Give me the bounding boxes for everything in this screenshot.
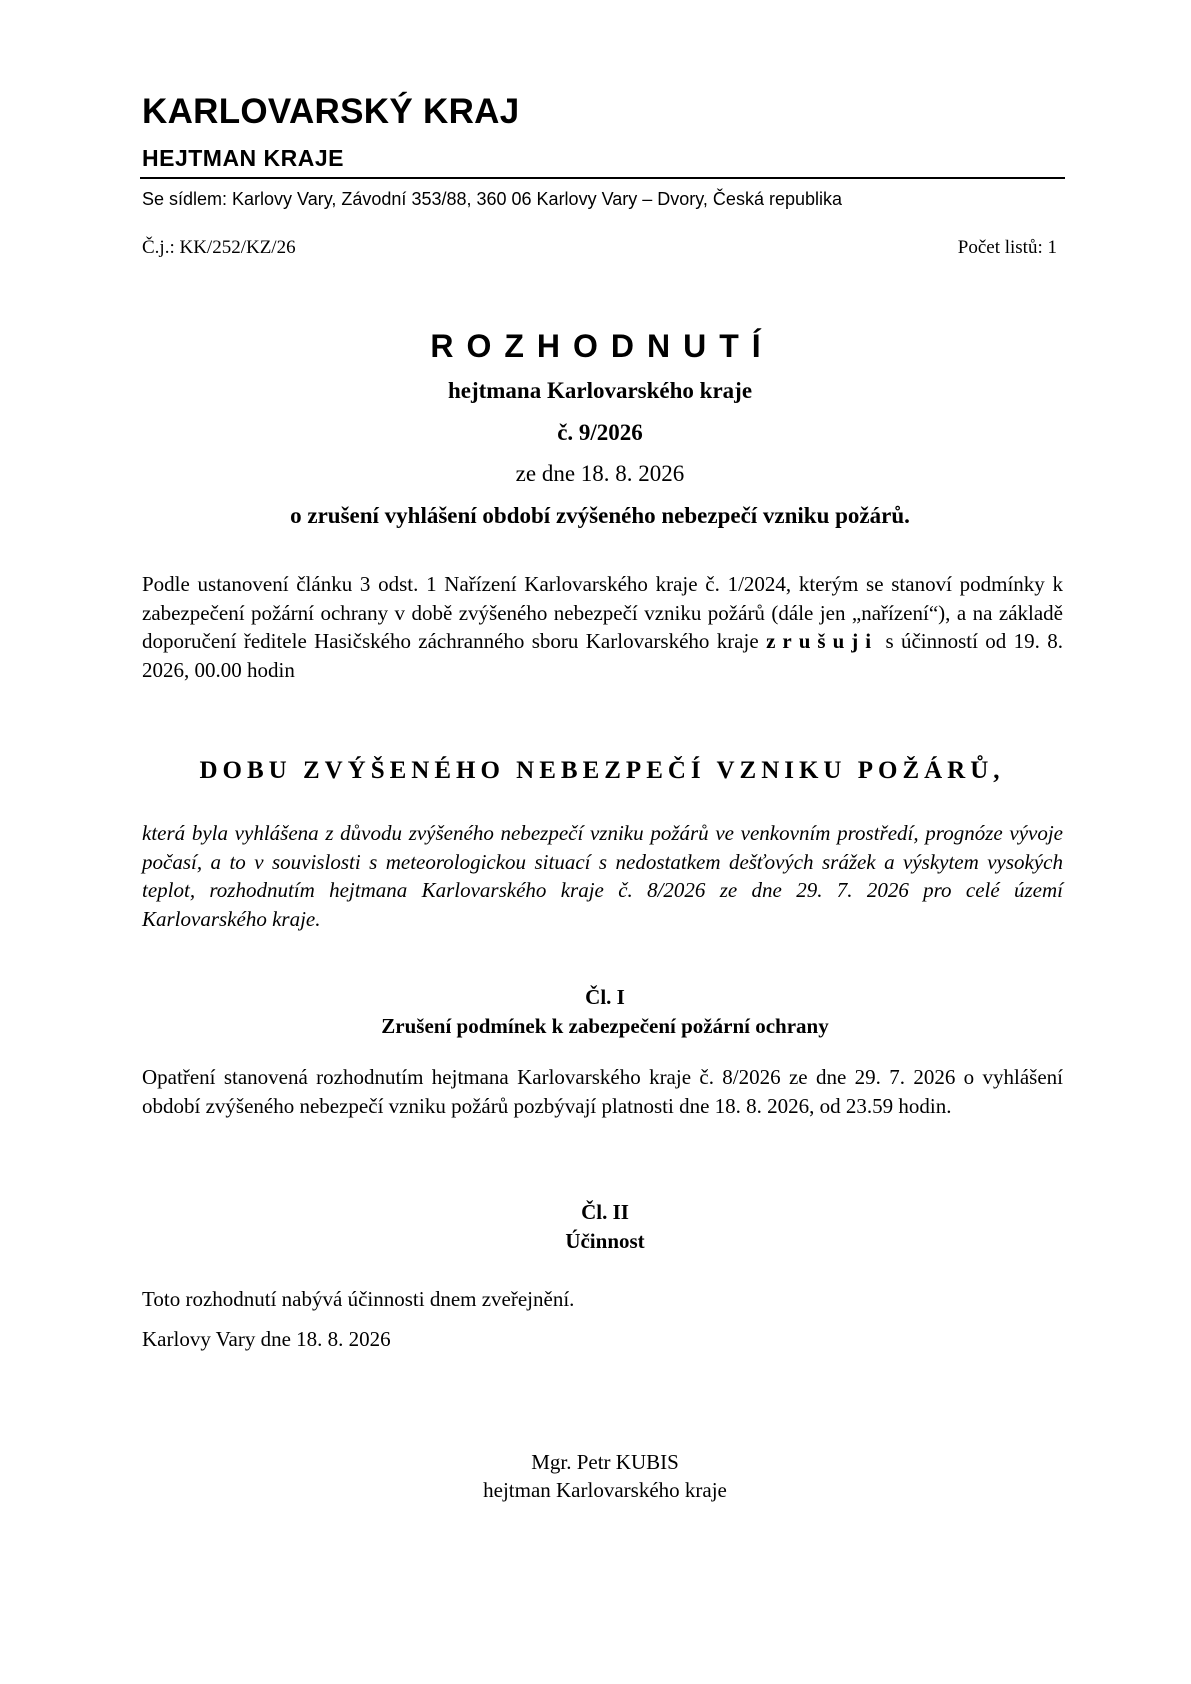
authority-title: KARLOVARSKÝ KRAJ [142, 92, 520, 131]
article-2-number: Čl. II [581, 1200, 629, 1224]
decision-number: č. 9/2026 [557, 420, 643, 445]
decision-date: ze dne 18. 8. 2026 [515, 461, 685, 486]
case-number: Č.j.: KK/252/KZ/26 [142, 237, 296, 258]
italic-paragraph: která byla vyhlášena z důvodu zvýšeného nebezpečí vzniku požárů ve venkovním prostředí, prognóze vývoje počasí, a to v souvislosti s meteorologickou situací s nedostatkem dešťových srážek a výskytem vysokých teplot, rozhodnutím hejtmana Karlovarského kraje č. 8/2026 ze dne 29. 7. 2026 pro celé území Karlovarského kraje. [142, 821, 1063, 931]
reference-row [142, 237, 1057, 259]
decision-subject: o zrušení vyhlášení období zvýšeného nebezpečí vzniku požárů. [290, 503, 910, 528]
article-2-title: Účinnost [565, 1229, 645, 1253]
intro-emphasis: zrušuji [766, 629, 879, 653]
intro-text: Podle ustanovení článku 3 odst. 1 Nařízení Karlovarského kraje č. 1/2024, kterým se stanoví podmínky k zabezpečení požární ochrany v době zvýšeného nebezpečí vzniku požárů (dále jen „nařízení“), a na základě doporučení ředitele Hasičského záchranného sboru Karlovarského kraje [142, 572, 1063, 653]
header-divider [140, 177, 1065, 179]
signatory-role: hejtman Karlovarského kraje [483, 1478, 727, 1502]
article-1-title: Zrušení podmínek k zabezpečení požární ochrany [381, 1014, 829, 1038]
issuer-line: hejtmana Karlovarského kraje [447, 378, 753, 403]
place-date: Karlovy Vary dne 18. 8. 2026 [142, 1327, 391, 1351]
address-line: Se sídlem: Karlovy Vary, Závodní 353/88, 360 06 Karlovy Vary – Dvory, Česká republika [142, 189, 842, 209]
document-title: ROZHODNUTÍ [430, 328, 774, 364]
intro-paragraph [142, 570, 1063, 684]
intro-effective: s účinností od 19. 8. 2026, 00.00 hodin [142, 629, 1064, 682]
main-heading: DOBU ZVÝŠENÉHO NEBEZPEČÍ VZNIKU POŽÁRŮ, [199, 757, 1005, 784]
signatory-name: Mgr. Petr KUBIS [531, 1450, 679, 1474]
article-2-text: Toto rozhodnutí nabývá účinnosti dnem zveřejnění. [142, 1287, 575, 1311]
sheet-count: Počet listů: 1 [957, 237, 1057, 258]
authority-subtitle: HEJTMAN KRAJE [142, 145, 345, 171]
article-1-text: Opatření stanovená rozhodnutím hejtmana Karlovarského kraje č. 8/2026 ze dne 29. 7. 2026 o vyhlášení období zvýšeného nebezpečí vzniku požárů pozbývají platnosti dne 18. 8. 2026, od 23.59 hodin. [142, 1065, 1063, 1118]
article-1-number: Čl. I [585, 985, 625, 1009]
